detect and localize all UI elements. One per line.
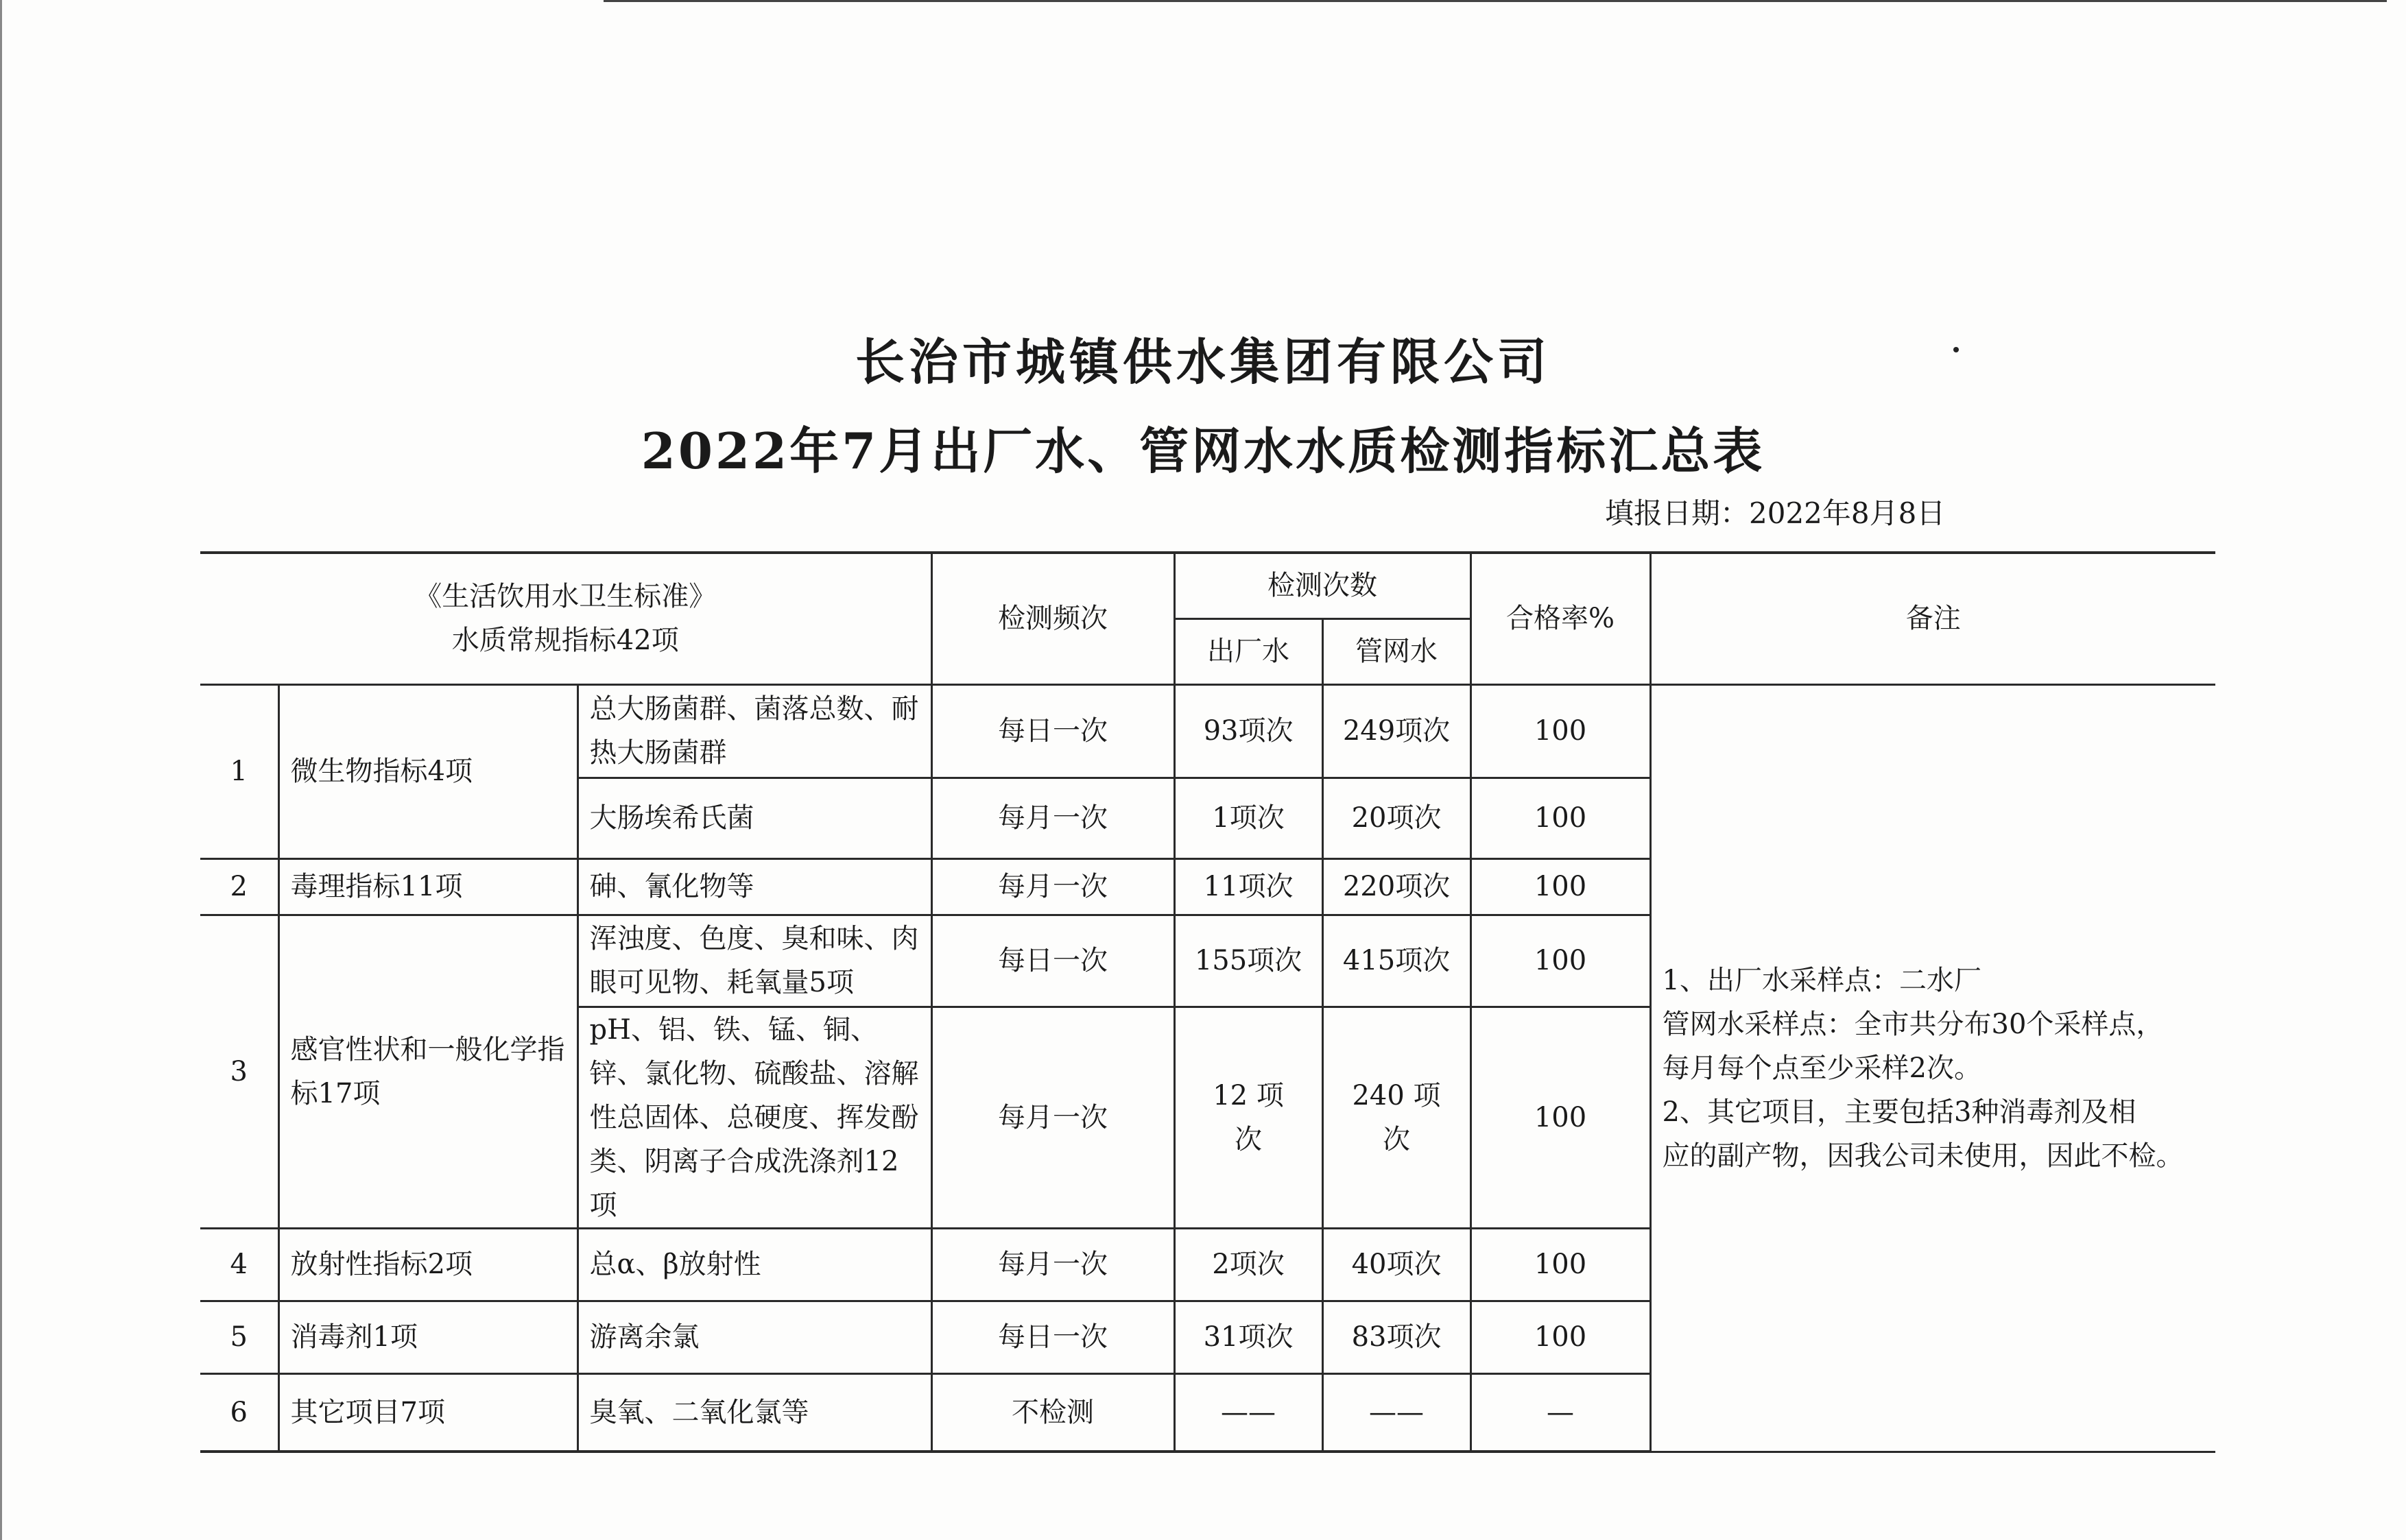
row-no: 3: [200, 915, 278, 1228]
row-factory: 155项次: [1174, 915, 1322, 1007]
fill-date: 填报日期：2022年8月8日: [1605, 496, 1946, 530]
row-network: 240 项次: [1322, 1007, 1470, 1228]
row-network: 20项次: [1322, 778, 1470, 858]
row-rate: 100: [1470, 858, 1650, 915]
row-network: 83项次: [1322, 1301, 1470, 1373]
row-factory: 12 项次: [1174, 1007, 1322, 1228]
row-network: ——: [1322, 1373, 1470, 1452]
remark-line: 1、出厂水采样点：二水厂: [1662, 964, 1981, 996]
row-items: 总大肠菌群、菌落总数、耐热大肠菌群: [577, 684, 931, 778]
row-factory: 31项次: [1174, 1301, 1322, 1373]
row-factory: 2项次: [1174, 1228, 1322, 1301]
row-frequency: 每月一次: [931, 1228, 1174, 1301]
row-frequency: 每日一次: [931, 684, 1174, 778]
row-no: 5: [200, 1301, 278, 1373]
row-factory: 93项次: [1174, 684, 1322, 778]
header-count: 检测次数: [1174, 553, 1470, 618]
row-items: 臭氧、二氧化氯等: [577, 1373, 931, 1452]
scan-speck: [1953, 347, 1959, 352]
row-factory: ——: [1174, 1373, 1322, 1452]
row-no: 2: [200, 858, 278, 915]
scan-edge-line-left: [0, 0, 2, 1540]
table-row: [200, 684, 2215, 778]
row-category: 消毒剂1项: [278, 1301, 577, 1373]
row-items: 游离余氯: [577, 1301, 931, 1373]
row-items: pH、铝、铁、锰、铜、锌、氯化物、硫酸盐、溶解性总固体、总硬度、挥发酚类、阴离子合成洗涤剂12项: [577, 1007, 931, 1228]
header-frequency: 检测频次: [931, 553, 1174, 684]
row-category: 毒理指标11项: [278, 858, 577, 915]
row-rate: 100: [1470, 915, 1650, 1007]
row-items: 砷、氰化物等: [577, 858, 931, 915]
row-rate: 100: [1470, 778, 1650, 858]
row-rate: 100: [1470, 1228, 1650, 1301]
header-network: 管网水: [1322, 618, 1470, 684]
row-items: 大肠埃希氏菌: [577, 778, 931, 858]
row-category: 微生物指标4项: [278, 684, 577, 858]
row-rate: —: [1470, 1373, 1650, 1452]
header-standard: 《生活饮用水卫生标准》 水质常规指标42项: [200, 553, 931, 684]
remark-line: 每月每个点至少采样2次。: [1662, 1052, 1981, 1084]
row-factory: 1项次: [1174, 778, 1322, 858]
title-company: 长治市城镇供水集团有限公司: [855, 333, 1551, 391]
row-rate: 100: [1470, 1301, 1650, 1373]
row-category: 感官性状和一般化学指标17项: [278, 915, 577, 1228]
row-items: 浑浊度、色度、臭和味、肉眼可见物、耗氧量5项: [577, 915, 931, 1007]
row-frequency: 每日一次: [931, 915, 1174, 1007]
remark-line: 管网水采样点：全市共分布30个采样点，: [1662, 1008, 2164, 1040]
row-items: 总α、β放射性: [577, 1228, 931, 1301]
row-category: 其它项目7项: [278, 1373, 577, 1452]
row-network: 40项次: [1322, 1228, 1470, 1301]
water-quality-table: [200, 551, 2215, 1453]
remark-line: 2、其它项目，主要包括3种消毒剂及相: [1662, 1096, 2136, 1128]
header-rate: 合格率%: [1470, 553, 1650, 684]
row-network: 220项次: [1322, 858, 1470, 915]
row-frequency: 不检测: [931, 1373, 1174, 1452]
header-remark: 备注: [1650, 553, 2215, 684]
row-no: 1: [200, 684, 278, 858]
title-report: 2022年7月出厂水、管网水水质检测指标汇总表: [641, 422, 1765, 480]
row-network: 415项次: [1322, 915, 1470, 1007]
remark-line: 应的副产物，因我公司未使用，因此不检。: [1662, 1140, 2184, 1172]
header-factory: 出厂水: [1174, 618, 1322, 684]
row-category: 放射性指标2项: [278, 1228, 577, 1301]
row-frequency: 每月一次: [931, 858, 1174, 915]
row-frequency: 每日一次: [931, 1301, 1174, 1373]
row-no: 4: [200, 1228, 278, 1301]
row-rate: 100: [1470, 684, 1650, 778]
scan-edge-line: [604, 0, 2387, 2]
row-frequency: 每月一次: [931, 778, 1174, 858]
remark-cell: [1650, 684, 2215, 1452]
row-no: 6: [200, 1373, 278, 1452]
row-rate: 100: [1470, 1007, 1650, 1228]
row-network: 249项次: [1322, 684, 1470, 778]
row-factory: 11项次: [1174, 858, 1322, 915]
row-frequency: 每月一次: [931, 1007, 1174, 1228]
